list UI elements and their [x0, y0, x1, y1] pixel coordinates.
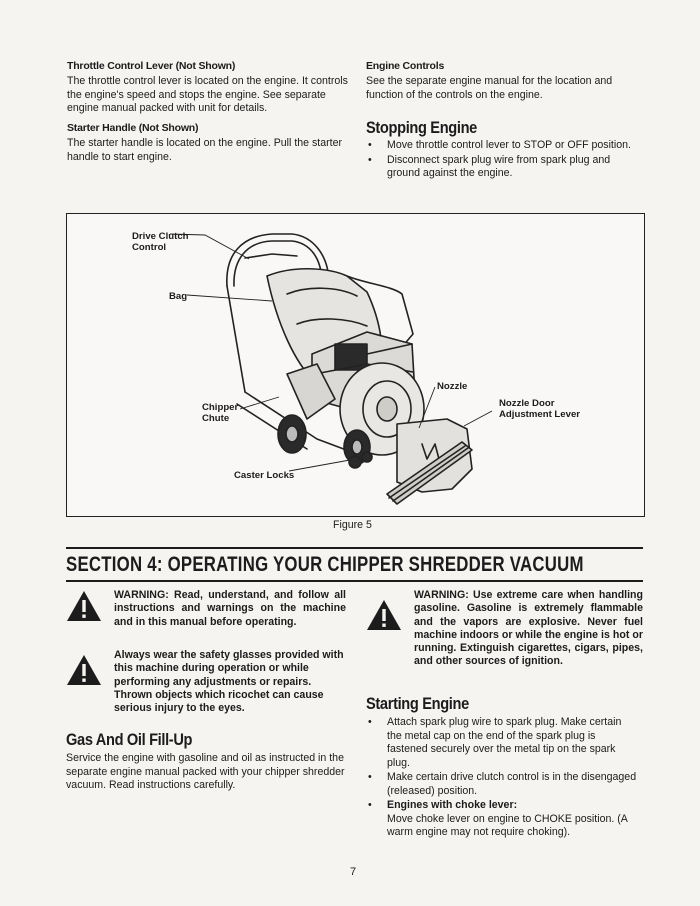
figure-caption: Figure 5 — [333, 519, 372, 531]
starting-engine-heading: Starting Engine — [366, 694, 469, 713]
list-item: • Make certain drive clutch control is in the disengaged (released) position. — [366, 771, 638, 798]
warning-triangle-icon — [66, 590, 102, 622]
warning-triangle-icon — [366, 599, 402, 631]
gas-oil-heading: Gas And Oil Fill-Up — [66, 730, 193, 749]
section-title: SECTION 4: OPERATING YOUR CHIPPER SHREDDER VACUUM — [66, 553, 584, 576]
engine-controls-heading: Engine Controls — [366, 60, 445, 72]
label-drive-clutch-control: Drive Clutch Control — [132, 231, 189, 253]
chipper-vacuum-illustration — [67, 214, 644, 516]
choke-heading: • Engines with choke lever: — [387, 799, 518, 811]
section-rule-bottom — [66, 580, 643, 582]
section-rule-top — [66, 547, 643, 549]
choke-text: Move choke lever on engine to CHOKE position. (A warm engine may not require choking). — [387, 812, 628, 838]
label-bag: Bag — [169, 291, 188, 302]
throttle-heading: Throttle Control Lever (Not Shown) — [67, 60, 236, 72]
label-chipper-chute: Chipper Chute — [202, 402, 239, 424]
warning-gasoline: WARNING: Use extreme care when handling gasoline. Gasoline is extremely flammable and the vapors are explosive. Never fuel machine indoors or while the engine is hot or running. Extinguish cigarettes, cigars, pipes, and other sources of ignition. — [414, 589, 643, 668]
page-number: 7 — [350, 866, 357, 878]
stopping-steps — [366, 139, 636, 182]
warning-read-instructions: WARNING: Read, understand, and follow all instructions and warnings on the machine and in this manual before operating. — [114, 589, 346, 628]
warning-safety-glasses: Always wear the safety glasses provided with this machine during operation or while performing any adjustments or repairs. Thrown objects which ricochet can cause serious injury to the eyes. — [114, 649, 344, 715]
label-nozzle-door-adjustment-lever: Nozzle Door Adjustment Lever — [499, 398, 581, 420]
gas-oil-text: Service the engine with gasoline and oil as instructed in the separate engine manual packed with your chipper shredder vacuum. Read instructions carefully. — [66, 752, 345, 791]
starting-steps — [366, 716, 638, 841]
list-item: • Move throttle control lever to STOP or OFF position. — [366, 139, 636, 153]
throttle-text: The throttle control lever is located on the engine. It controls the engine's speed and stops the engine. See separate engine manual packed with unit for details. — [67, 75, 348, 114]
list-item — [366, 799, 638, 840]
caster-wheel — [349, 456, 361, 468]
list-item: • Attach spark plug wire to spark plug. Make certain the metal cap on the end of the spark plug is fastened securely over the metal tip on the spark plug. — [366, 716, 638, 770]
starter-text: The starter handle is located on the engine. Pull the starter handle to start engine. — [67, 137, 343, 163]
engine-controls-text: See the separate engine manual for the location and function of the controls on the engine. — [366, 75, 613, 101]
list-item: • Disconnect spark plug wire from spark plug and ground against the engine. — [366, 154, 636, 181]
label-nozzle: Nozzle — [437, 381, 468, 392]
label-caster-locks: Caster Locks — [234, 470, 295, 481]
warning-triangle-icon — [66, 654, 102, 686]
stopping-engine-heading: Stopping Engine — [366, 118, 477, 137]
starter-heading: Starter Handle (Not Shown) — [67, 122, 199, 134]
figure-5-box — [66, 213, 645, 517]
